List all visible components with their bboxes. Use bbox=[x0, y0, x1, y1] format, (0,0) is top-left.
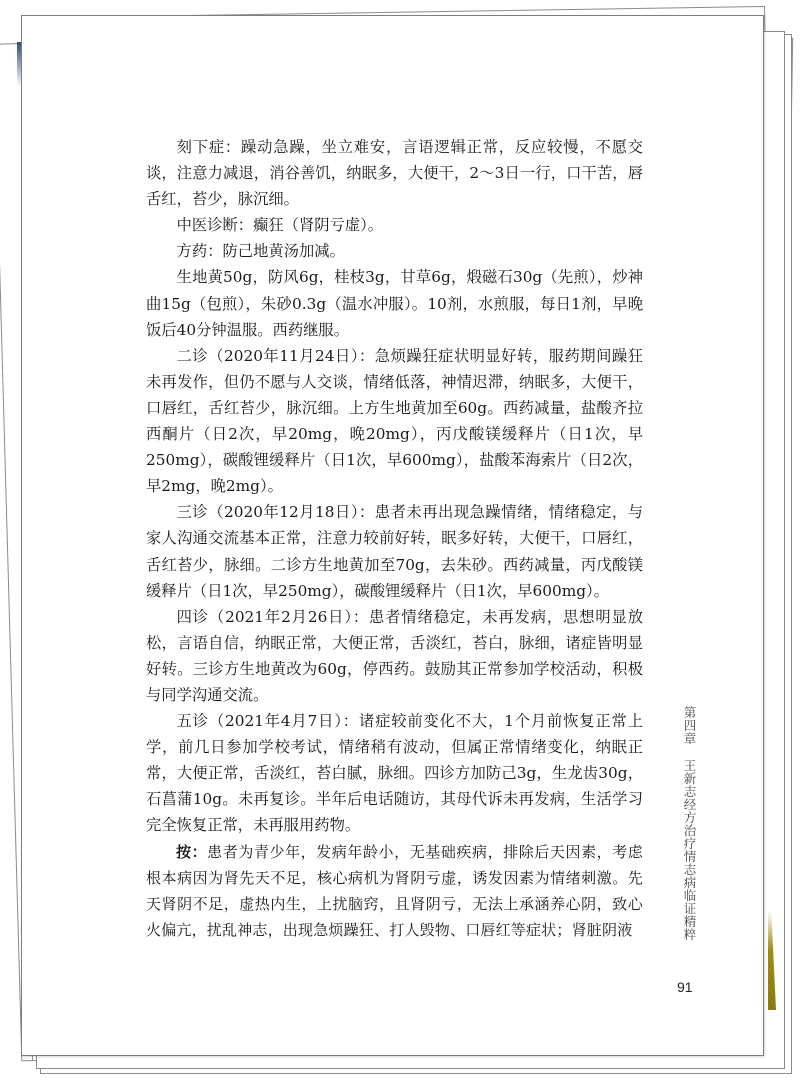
page-number: 91 bbox=[677, 979, 693, 995]
paragraph-symptoms: 刻下症：躁动急躁，坐立难安，言语逻辑正常，反应较慢，不愿交谈，注意力减退，消谷善饥，纳眠多，大便干，2～3日一行，口干苦，唇舌红，苔少，脉沉细。 bbox=[146, 138, 643, 209]
commentary-label: 按： bbox=[176, 842, 208, 861]
paragraph-herbs: 生地黄50g，防风6g，桂枝3g，甘草6g，煅磁石30g（先煎），炒神曲15g（包煎），朱砂0.3g（温水冲服）。10剂，水煎服，每日1剂，早晚饭后40分钟温服。西药继服。 bbox=[146, 268, 643, 339]
paragraph-prescription: 方药：防己地黄汤加减。 bbox=[176, 242, 345, 261]
commentary-text: 患者为青少年，发病年龄小，无基础疾病，排除后天因素，考虑根本病因为肾先天不足，核心病机为肾阴亏虚，诱发因素为情绪刺激。先天肾阴不足，虚热内生，上扰脑窍，且肾阴亏，无法上承涵养心阴，致心火偏亢，扰乱神志，出现急烦躁狂、打人毁物、口唇红等症状；肾脏阴液 bbox=[146, 842, 644, 939]
paragraph-diagnosis: 中医诊断：癫狂（肾阴亏虚）。 bbox=[176, 216, 384, 235]
book-title: 王新志经方治疗情志病临证精粹 bbox=[682, 759, 697, 941]
paragraph-visit-5: 五诊（2021年4月7日）：诸症较前变化不大，1个月前恢复正常上学，前几日参加学校考试，情绪稍有波动，但属正常情绪变化，纳眠正常，大便正常，舌淡红，苔白腻，脉细。四诊方加防己3g，生龙齿30g，石菖蒲10g。未再复诊。半年后电话随访，其母代诉未再发病，生活学习完全恢复正常，未再服用药物。 bbox=[146, 712, 643, 835]
book-page bbox=[21, 15, 764, 1056]
paragraph-visit-4: 四诊（2021年2月26日）：患者情绪稳定，未再发病，思想明显放松，言语自信，纳眠正常，大便正常，舌淡红，苔白，脉细，诸症皆明显好转。三诊方生地黄改为60g，停西药。鼓励其正常参加学校活动，积极与同学沟通交流。 bbox=[146, 607, 643, 704]
paragraph-visit-2: 二诊（2020年11月24日）：急烦躁狂症状明显好转，服药期间躁狂未再发作，但仍不愿与人交谈，情绪低落，神情迟滞，纳眠多，大便干，口唇红，舌红苔少，脉沉细。上方生地黄加至60g。西药减量，盐酸齐拉西酮片（日2次，早20mg，晚20mg），丙戊酸镁缓释片（日1次，早250mg），碳酸锂缓释片（日1次，早600mg），盐酸苯海索片（日2次，早2mg，晚2mg）。 bbox=[146, 346, 643, 496]
paragraph-visit-3: 三诊（2020年12月18日）：患者未再出现急躁情绪，情绪稳定，与家人沟通交流基本正常，注意力较前好转，眠多好转，大便干，口唇红，舌红苔少，脉细。二诊方生地黄加至70g，去朱砂。西药减量，丙戊酸镁缓释片（日1次，早250mg），碳酸锂缓释片（日1次，早600mg）。 bbox=[146, 503, 643, 600]
paragraph-commentary bbox=[146, 839, 643, 943]
running-header bbox=[678, 706, 698, 941]
body-text bbox=[146, 134, 643, 943]
chapter-label: 第四章 bbox=[682, 706, 697, 745]
